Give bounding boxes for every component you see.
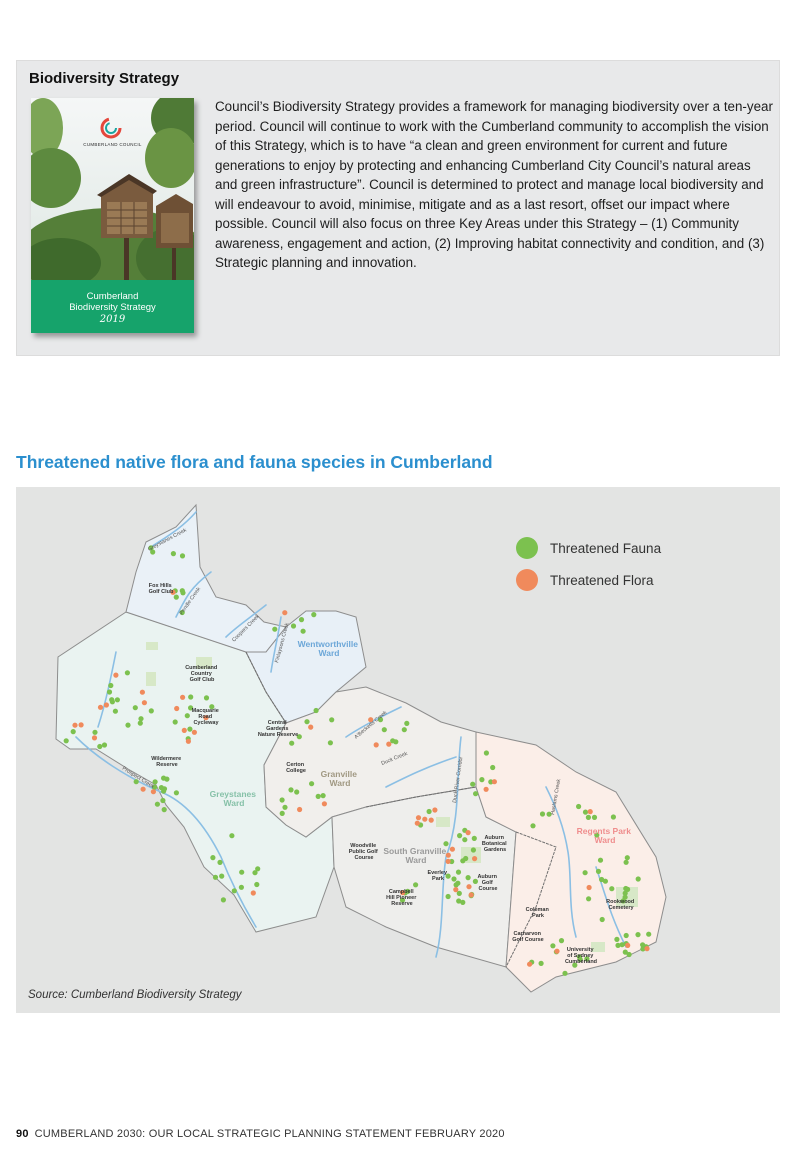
ward-name-line2: Ward (405, 855, 427, 865)
map-heading: Threatened native flora and fauna species in Cumberland (16, 452, 493, 472)
ward-name-line2: Ward (594, 835, 616, 845)
place-line: Course (478, 886, 498, 892)
creek-label-duck-river: Duck River Corridor (452, 756, 465, 804)
strategy-cover-image (31, 98, 194, 333)
ward-name-line1: Granville (320, 769, 358, 779)
place-line: Certon (286, 762, 305, 768)
place-line: Golf Club (148, 589, 174, 595)
place-line: Cumberland (564, 959, 598, 965)
cover-brand: CUMBERLAND COUNCIL (83, 142, 142, 147)
place-line: Botanical (481, 841, 507, 847)
place-usyd-cumberland (565, 947, 597, 965)
place-central-gardens (258, 720, 298, 738)
ward-label-greystanes (210, 789, 259, 808)
place-line: Fox Hills (148, 583, 172, 589)
ward-name-line2: Ward (318, 648, 340, 658)
ward-label-granville (321, 769, 360, 788)
place-line: Golf Club (189, 677, 215, 683)
place-line: Rookwood (606, 899, 635, 905)
cover-line-1: Cumberland (86, 291, 139, 302)
place-line: Auburn (484, 835, 505, 841)
place-line: Carnarvon (513, 931, 541, 937)
place-line: of Sydney (567, 953, 594, 959)
place-certon-college (286, 762, 306, 774)
cover-year: 2019 (99, 314, 126, 325)
creek-label-a-becketts: A'Becketts Creek (353, 709, 389, 741)
place-line: Golf Course (512, 937, 544, 943)
place-line: Nature Reserve (257, 732, 299, 738)
place-line: Auburn (477, 874, 498, 880)
legend-flora (516, 569, 654, 591)
legend-flora-label: Threatened Flora (550, 572, 654, 588)
ward-label-regents-park (577, 826, 634, 845)
creek-label-coopers: Coopers Creek (231, 613, 261, 644)
place-line: Cycleway (193, 720, 219, 726)
place-line: Course (354, 855, 374, 861)
place-line: Woodville (350, 843, 377, 849)
place-line: Campbell (388, 889, 414, 895)
legend-fauna-label: Threatened Fauna (550, 540, 662, 556)
biodiversity-strategy-box (16, 60, 780, 356)
footer-title: CUMBERLAND 2030: OUR LOCAL STRATEGIC PLANNING STATEMENT FEBRUARY 2020 (34, 1128, 505, 1140)
place-line: Public Golf (348, 849, 378, 855)
place-woodville-golf (349, 843, 380, 861)
cover-title-band (31, 280, 194, 333)
creek-label-greystanes: Greystanes Creek (147, 527, 188, 553)
place-cumberland-country-golf (185, 665, 219, 683)
place-line: Cemetery (608, 905, 634, 911)
creek-label-pendle: Pendle Creek (178, 586, 203, 617)
place-line: Coleman (525, 907, 549, 913)
biodiversity-strategy-title: Biodiversity Strategy (29, 70, 180, 87)
place-line: Central (267, 720, 287, 726)
place-line: Park (432, 876, 444, 882)
ward-name-line1: Regents Park (576, 826, 631, 836)
place-line: Everley (427, 870, 448, 876)
place-line: Macquarie (191, 708, 219, 714)
place-rookwood-cemetery (606, 899, 636, 911)
place-line: Reserve (391, 901, 413, 907)
place-line: Gardens (266, 726, 289, 732)
cover-photo (31, 98, 194, 280)
ward-name-line1: South Granville (383, 846, 447, 856)
ward-name-line1: Greystanes (209, 789, 256, 799)
page-footer (16, 1128, 505, 1140)
ward-name-line2: Ward (223, 798, 245, 808)
place-fox-hills (149, 583, 174, 595)
legend-flora-marker (516, 569, 538, 591)
biodiversity-strategy-paragraph: Council’s Biodiversity Strategy provides a framework for managing biodiversity over a ten-year period. Council will continue to work with the Cumberland community to accomplish the vision of this Strategy, which is to have “a clean and green environment for current and future generations to enjoy by protecting and enhancing Cumberland City Council’s natural areas and green infrastructure”. Council is determined to protect and manage local biodiversity and will endeavour to avoid, minimise, mitigate and as a last resort, offset our impact where possible. Council will also focus on three Key Areas under this Strategy – (1) Community awareness, engagement and action, (2) Improving habitat connectivity and condition, and (3) Strategic planning and innovation. (215, 99, 773, 270)
place-line: Wildermere (151, 756, 182, 762)
place-line: Hill Pioneer (386, 895, 417, 901)
place-macquarie-road-cycleway (192, 708, 221, 726)
creek-label-haslams: Haslams Creek (550, 778, 563, 816)
place-carnarvon-golf (512, 931, 543, 943)
place-campbell-hill (386, 889, 418, 907)
creek-label-finlaysons: Finlaysons Creek (274, 622, 291, 664)
map-labels-layer (16, 487, 780, 1013)
place-line: Reserve (156, 762, 178, 768)
page-number: 90 (16, 1128, 29, 1140)
ward-name-line1: Wentworthville (297, 639, 358, 649)
place-line: College (286, 768, 306, 774)
cover-line-2: Biodiversity Strategy (69, 302, 156, 313)
place-line: Park (532, 913, 544, 919)
place-auburn-golf (477, 874, 498, 892)
creek-label-duck: Duck Creek (380, 750, 409, 767)
ward-label-south-granville (383, 846, 448, 865)
place-line: Road (198, 714, 213, 720)
ward-label-wentworthville (298, 639, 361, 658)
place-everley-park (427, 870, 448, 882)
map-source-note: Source: Cumberland Biodiversity Strategy (28, 989, 242, 1001)
place-line: University (566, 947, 594, 953)
place-auburn-botanical (482, 835, 508, 853)
ward-name-line2: Ward (329, 778, 351, 788)
place-line: Country (190, 671, 212, 677)
legend-fauna-marker (516, 537, 538, 559)
place-coleman-park (526, 907, 551, 919)
place-line: Golf (481, 880, 493, 886)
place-wildermere-reserve (151, 756, 182, 768)
legend-fauna (516, 537, 661, 559)
place-line: Gardens (483, 847, 507, 853)
place-line: Cumberland (185, 665, 218, 671)
species-map-panel (16, 487, 780, 1013)
creek-label-prospect: Prospect Creek (120, 765, 156, 791)
